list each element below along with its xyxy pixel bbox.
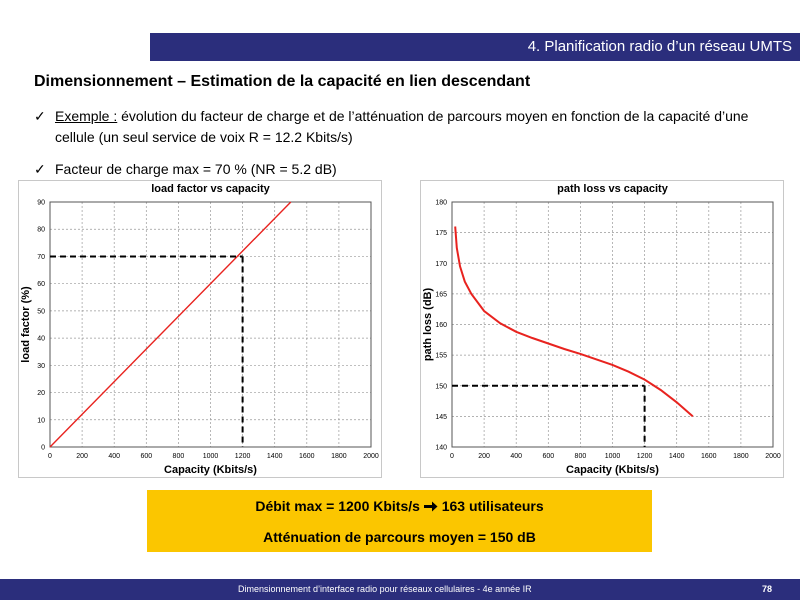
- y-tick-label: 40: [37, 335, 45, 343]
- x-tick-label: 1400: [668, 453, 685, 460]
- x-tick-label: 1200: [234, 453, 251, 460]
- summary-box: [147, 490, 652, 552]
- load-factor-chart: [18, 180, 382, 478]
- y-tick-label: 0: [41, 444, 45, 452]
- section-title: 4. Planification radio d’un réseau UMTS: [527, 38, 792, 55]
- y-tick-label: 170: [435, 260, 447, 268]
- summary-line2: Atténuation de parcours moyen = 150 dB: [263, 529, 536, 545]
- x-tick-label: 1600: [299, 453, 315, 460]
- arrow-right-icon: [424, 498, 438, 514]
- y-tick-label: 10: [37, 417, 45, 425]
- y-tick-label: 70: [37, 253, 45, 261]
- y-tick-label: 90: [37, 199, 45, 207]
- y-tick-label: 180: [435, 199, 447, 207]
- max-users: 163 utilisateurs: [441, 498, 544, 514]
- y-tick-label: 80: [37, 226, 45, 234]
- chart-frame: [19, 181, 382, 478]
- example-prefix: Exemple :: [55, 108, 118, 124]
- y-tick-label: 20: [37, 390, 45, 398]
- bullet-line1: évolution du facteur de charge et de l’atténuation de parcours moyen en fonction de la capacité d’une: [117, 108, 749, 124]
- y-tick-label: 155: [435, 352, 447, 360]
- bullet-text: [55, 106, 748, 148]
- section-header-bar: [150, 33, 800, 61]
- x-tick-label: 600: [542, 453, 555, 460]
- x-axis-label: Capacity (Kbits/s): [164, 464, 257, 476]
- y-tick-label: 50: [37, 308, 45, 316]
- x-tick-label: 600: [140, 453, 153, 460]
- x-tick-label: 1800: [331, 453, 347, 460]
- y-axis-label: load factor (%): [20, 286, 32, 363]
- chart-title: load factor vs capacity: [151, 183, 270, 195]
- x-tick-label: 2000: [363, 453, 379, 460]
- chart-frame: [421, 181, 784, 478]
- max-throughput: Débit max = 1200 Kbits/s: [255, 498, 420, 514]
- chart-svg: [420, 180, 784, 478]
- x-tick-label: 1200: [636, 453, 653, 460]
- y-axis-label: path loss (dB): [422, 287, 434, 362]
- y-tick-label: 30: [37, 362, 45, 370]
- x-axis-label: Capacity (Kbits/s): [566, 464, 659, 476]
- footer-text: Dimensionnement d’interface radio pour réseaux cellulaires - 4e année IR: [238, 584, 532, 594]
- bullet-line2: cellule (un seul service de voix R = 12.2 Kbits/s): [55, 129, 353, 145]
- x-tick-label: 800: [172, 453, 185, 460]
- x-tick-label: 0: [48, 453, 52, 460]
- x-tick-label: 400: [510, 453, 523, 460]
- chart-title: path loss vs capacity: [557, 183, 668, 195]
- summary-line1: [147, 498, 652, 514]
- x-tick-label: 1400: [266, 453, 283, 460]
- checkmark-icon: ✓: [34, 161, 46, 177]
- x-tick-label: 0: [450, 453, 454, 460]
- footer-bar: [0, 579, 800, 600]
- chart-svg: [18, 180, 382, 478]
- x-tick-label: 2000: [765, 453, 781, 460]
- x-tick-label: 200: [478, 453, 490, 460]
- path-loss-chart: [420, 180, 784, 478]
- page-number: 78: [762, 584, 773, 594]
- x-tick-label: 400: [108, 453, 121, 460]
- y-tick-label: 60: [37, 281, 45, 289]
- checkmark-icon: ✓: [34, 108, 46, 124]
- bullet-load-text: Facteur de charge max = 70 % (NR = 5.2 dB): [55, 161, 337, 177]
- y-tick-label: 160: [435, 322, 447, 329]
- y-tick-label: 145: [435, 413, 447, 421]
- x-tick-label: 1000: [202, 453, 219, 460]
- x-tick-label: 1800: [733, 453, 749, 460]
- x-tick-label: 1000: [604, 453, 621, 460]
- x-tick-label: 800: [574, 453, 587, 460]
- x-tick-label: 200: [76, 453, 88, 460]
- y-tick-label: 165: [435, 291, 447, 299]
- page-title: Dimensionnement – Estimation de la capacité en lien descendant: [34, 73, 531, 90]
- y-tick-label: 175: [435, 230, 447, 238]
- y-tick-label: 140: [435, 444, 447, 452]
- x-tick-label: 1600: [701, 453, 717, 460]
- y-tick-label: 150: [435, 383, 447, 391]
